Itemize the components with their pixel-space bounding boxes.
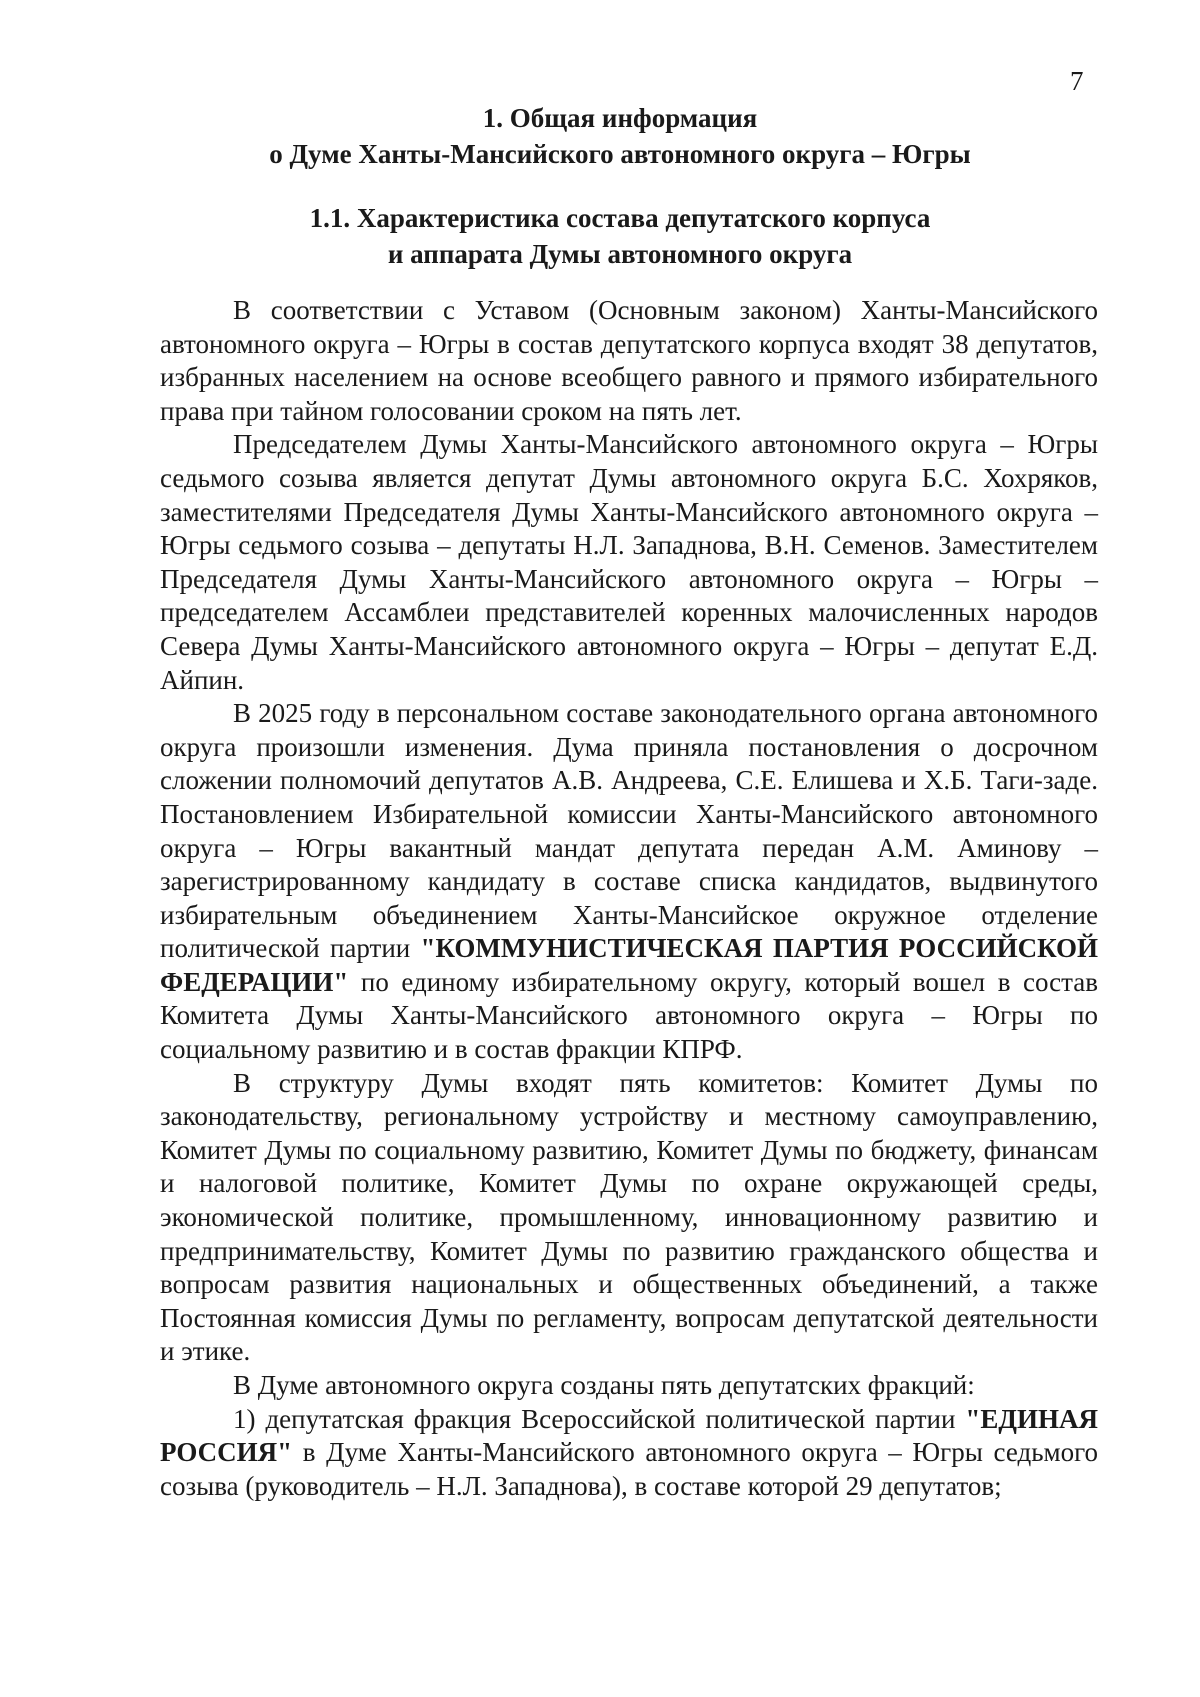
body-text — [160, 294, 1098, 1503]
paragraph-faction-1-text-start: 1) депутатская фракция Всероссийской политической партии — [233, 1403, 966, 1434]
paragraph-changes — [160, 697, 1098, 1067]
paragraph-changes-text-start: В 2025 году в персональном составе законодательного органа автономного округа произошли изменения. Дума приняла постановления о досрочном сложении полномочий депутатов А.В. Андреева, С.Е. Елишева и Х.Б. Таги-заде. Постановлением Избирательной комиссии Ханты-Мансийского автономного округа – Югры вакантный мандат депутата передан А.М. Аминову – зарегистрированному кандидату в составе списка кандидатов, выдвинутого избирательным объединением Ханты-Мансийское окружное отделение политической партии — [160, 698, 1098, 964]
paragraph-changes-text-end: по единому избирательному округу, который вошел в состав Комитета Думы Ханты-Мансийского автономного округа – Югры по социальному развитию и в состав фракции КПРФ. — [160, 966, 1098, 1065]
subsection-heading-line-1: 1.1. Характеристика состава депутатского корпуса — [309, 203, 931, 233]
party-name-united-russia: "ЕДИНАЯ РОССИЯ" — [160, 1403, 1098, 1468]
page-number: 7 — [1070, 66, 1084, 96]
paragraph-factions-intro: В Думе автономного округа созданы пять депутатских фракций: — [233, 1370, 975, 1400]
section-heading-line-2: о Думе Ханты-Мансийского автономного округа – Югры — [269, 139, 971, 169]
subsection-heading-line-2: и аппарата Думы автономного округа — [387, 239, 853, 269]
paragraph-faction-1-text-end: в Думе Ханты-Мансийского автономного округа – Югры седьмого созыва (руководитель – Н.Л. Западнова), в составе которой 29 депутатов; — [160, 1437, 1098, 1501]
paragraph-charter: В соответствии с Уставом (Основным законом) Ханты-Мансийского автономного округа – Югры в состав депутатского корпуса входят 38 депутатов, избранных населением на основе всеобщего равного и прямого избирательного права при тайном голосовании сроком на пять лет. — [160, 295, 1098, 426]
subsection-heading — [0, 200, 1200, 272]
paragraph-committees: В структуру Думы входят пять комитетов: Комитет Думы по законодательству, региональному устройству и местному самоуправлению, Комитет Думы по социальному развитию, Комитет Думы по бюджету, финансам и налоговой политике, Комитет Думы по охране окружающей среды, экономической политике, промышленному, инновационному развитию и предпринимательству, Комитет Думы по развитию гражданского общества и вопросам развития национальных и общественных объединений, а также Постоянная комиссия Думы по регламенту, вопросам депутатской деятельности и этике. — [160, 1067, 1098, 1367]
paragraph-chairman: Председателем Думы Ханты-Мансийского автономного округа – Югры седьмого созыва является депутат Думы автономного округа Б.С. Хохряков, заместителями Председателя Думы Ханты-Мансийского автономного округа – Югры седьмого созыва – депутаты Н.Л. Западнова, В.Н. Семенов. Заместителем Председателя Думы Ханты-Мансийского автономного округа – Югры – председателем Ассамблеи представителей коренных малочисленных народов Севера Думы Ханты-Мансийского автономного округа – Югры – депутат Е.Д. Айпин. — [160, 429, 1098, 695]
paragraph-faction-1 — [160, 1403, 1098, 1504]
party-name-kprf: "КОММУНИСТИЧЕСКАЯ ПАРТИЯ РОССИЙСКОЙ ФЕДЕРАЦИИ" — [160, 933, 1098, 997]
section-heading — [0, 100, 1200, 172]
section-heading-line-1: 1. Общая информация — [482, 103, 758, 133]
